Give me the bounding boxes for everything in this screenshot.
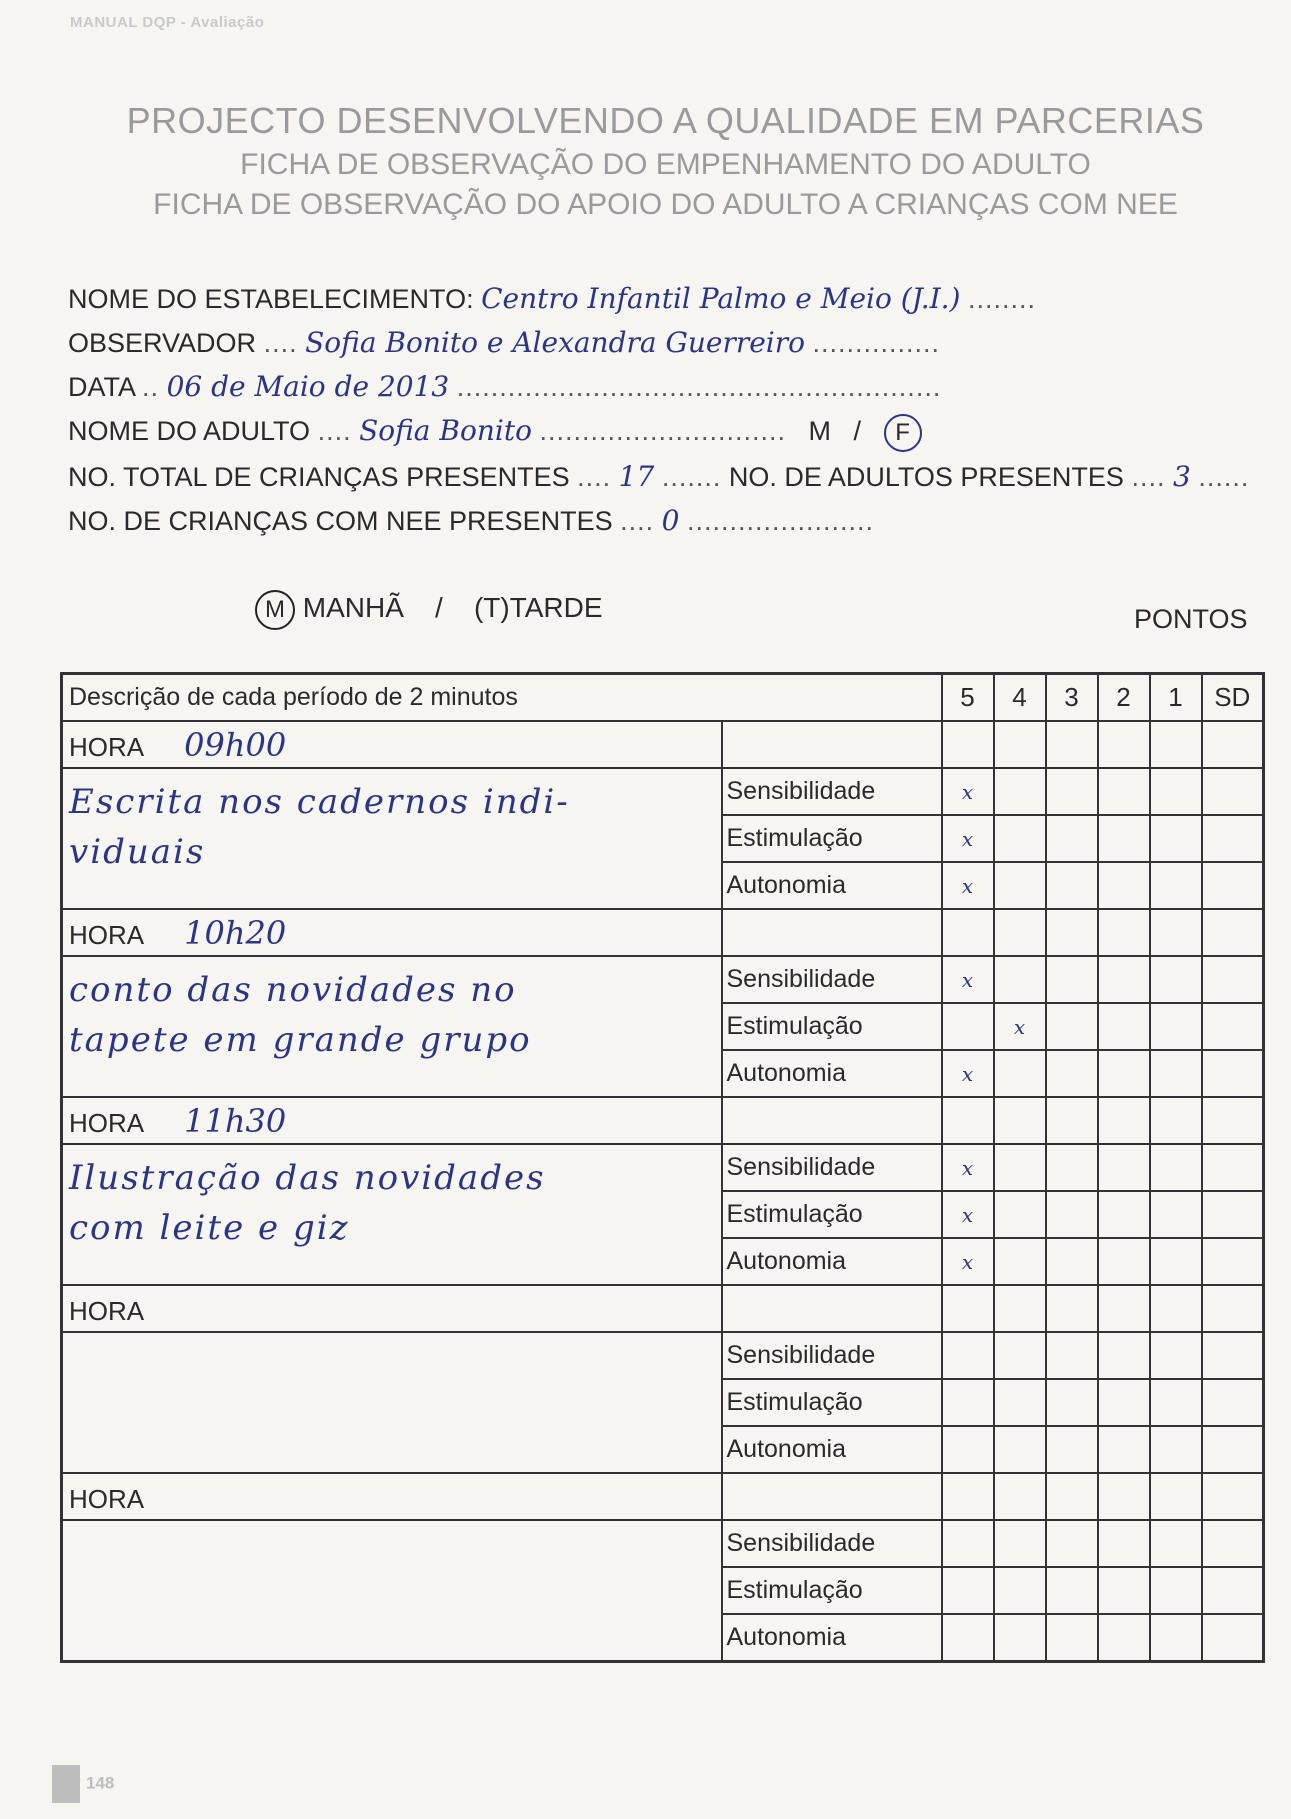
- score-cell[interactable]: [942, 1520, 994, 1567]
- score-cell[interactable]: [1046, 1238, 1098, 1285]
- score-checkmark: x: [961, 1156, 974, 1180]
- nee-field: NO. DE CRIANÇAS COM NEE PRESENTES .... 0 ......................: [68, 504, 875, 537]
- activity-description-line: tapete em grande grupo: [69, 1020, 532, 1060]
- score-cell[interactable]: [994, 1238, 1046, 1285]
- activity-description-line: Escrita nos cadernos indi-: [69, 782, 570, 822]
- activity-description-cell[interactable]: [62, 1144, 722, 1285]
- score-cell[interactable]: [1150, 1144, 1202, 1191]
- hora-cell: [62, 1473, 722, 1520]
- activity-description-cell[interactable]: [62, 768, 722, 909]
- score-header: 3: [1046, 674, 1098, 722]
- period-hora-row: [62, 1473, 1264, 1520]
- category-label: Sensibilidade: [722, 1332, 942, 1379]
- children-label: NO. TOTAL DE CRIANÇAS PRESENTES: [68, 462, 570, 492]
- score-cell[interactable]: [1098, 1379, 1150, 1426]
- score-cell[interactable]: [1046, 1191, 1098, 1238]
- score-cell[interactable]: [1150, 1238, 1202, 1285]
- sex-f-option-circled[interactable]: F: [884, 414, 922, 452]
- score-cell[interactable]: [942, 768, 994, 815]
- score-cell[interactable]: [1098, 1097, 1150, 1144]
- category-label: Estimulação: [722, 1567, 942, 1614]
- score-cell[interactable]: [1046, 1144, 1098, 1191]
- score-cell[interactable]: [1150, 1379, 1202, 1426]
- score-cell[interactable]: [1150, 1285, 1202, 1332]
- shift-selector: [255, 590, 603, 630]
- score-cell[interactable]: [942, 1567, 994, 1614]
- category-row: [62, 956, 1264, 1003]
- observer-label: OBSERVADOR: [68, 328, 257, 358]
- observer-value[interactable]: Sofia Bonito e Alexandra Guerreiro: [305, 326, 805, 359]
- score-cell[interactable]: [994, 1379, 1046, 1426]
- score-cell[interactable]: [1150, 721, 1202, 768]
- score-cell[interactable]: [1202, 1003, 1264, 1050]
- hora-time-value[interactable]: 09h00: [184, 725, 287, 764]
- score-cell[interactable]: [1202, 768, 1264, 815]
- score-cell[interactable]: [994, 1426, 1046, 1473]
- score-cell[interactable]: [1046, 768, 1098, 815]
- adults-value[interactable]: 3: [1173, 460, 1191, 493]
- score-cell[interactable]: [1098, 1191, 1150, 1238]
- score-cell[interactable]: [942, 1473, 994, 1520]
- score-cell[interactable]: [942, 909, 994, 956]
- activity-description-cell[interactable]: [62, 1520, 722, 1662]
- score-cell[interactable]: [1098, 1285, 1150, 1332]
- form-subtitle-1: FICHA DE OBSERVAÇÃO DO EMPENHAMENTO DO ADULTO: [240, 148, 1091, 181]
- page-number-text: 148: [86, 1773, 115, 1793]
- score-cell[interactable]: [1202, 1567, 1264, 1614]
- page-number: [52, 1765, 114, 1803]
- score-cell[interactable]: [1098, 721, 1150, 768]
- score-cell[interactable]: [1150, 1520, 1202, 1567]
- score-cell[interactable]: [942, 1191, 994, 1238]
- score-cell[interactable]: [994, 1285, 1046, 1332]
- score-cell[interactable]: [1150, 956, 1202, 1003]
- adult-value[interactable]: Sofia Bonito: [359, 414, 532, 447]
- children-field: NO. TOTAL DE CRIANÇAS PRESENTES .... 17 ....... NO. DE ADULTOS PRESENTES .... 3 ......: [68, 460, 1250, 493]
- hora-cell: [62, 909, 722, 956]
- score-cell[interactable]: [1046, 1050, 1098, 1097]
- score-cell[interactable]: [1202, 956, 1264, 1003]
- score-header: 1: [1150, 674, 1202, 722]
- score-header: SD: [1202, 674, 1264, 722]
- score-cell[interactable]: [1202, 1097, 1264, 1144]
- score-cell[interactable]: [1046, 1003, 1098, 1050]
- hora-label: HORA: [69, 1295, 145, 1326]
- score-cell[interactable]: [1098, 956, 1150, 1003]
- form-title: PROJECTO DESENVOLVENDO A QUALIDADE EM PARCERIAS: [126, 100, 1205, 141]
- score-cell[interactable]: [994, 1614, 1046, 1662]
- score-cell[interactable]: [1202, 1050, 1264, 1097]
- period-hora-row: [62, 909, 1264, 956]
- score-cell[interactable]: [1202, 1191, 1264, 1238]
- score-cell[interactable]: [1098, 909, 1150, 956]
- category-label: Sensibilidade: [722, 1144, 942, 1191]
- hora-time-value[interactable]: 11h30: [184, 1101, 287, 1140]
- morning-option-circled[interactable]: M: [255, 590, 295, 630]
- score-cell[interactable]: [1046, 1614, 1098, 1662]
- hora-label: HORA: [69, 919, 145, 950]
- category-label: Autonomia: [722, 1426, 942, 1473]
- nee-label: NO. DE CRIANÇAS COM NEE PRESENTES: [68, 506, 613, 536]
- score-cell[interactable]: [994, 1003, 1046, 1050]
- score-cell[interactable]: [1046, 1097, 1098, 1144]
- score-cell[interactable]: [1046, 1426, 1098, 1473]
- score-checkmark: x: [1013, 1015, 1026, 1039]
- score-cell[interactable]: [1046, 1332, 1098, 1379]
- score-checkmark: x: [961, 1250, 974, 1274]
- running-head: MANUAL DQP - Avaliação: [70, 14, 265, 31]
- children-value[interactable]: 17: [618, 460, 655, 493]
- score-cell[interactable]: [1046, 1473, 1098, 1520]
- score-cell[interactable]: [1202, 1144, 1264, 1191]
- table-header-row: [62, 674, 1264, 722]
- activity-description-cell[interactable]: [62, 956, 722, 1097]
- date-value[interactable]: 06 de Maio de 2013: [166, 370, 450, 403]
- category-label: Autonomia: [722, 1050, 942, 1097]
- score-cell[interactable]: [1046, 956, 1098, 1003]
- score-cell[interactable]: [1150, 768, 1202, 815]
- establishment-label: NOME DO ESTABELECIMENTO:: [68, 284, 474, 314]
- category-label: Estimulação: [722, 1379, 942, 1426]
- category-label: Sensibilidade: [722, 956, 942, 1003]
- morning-label: MANHÃ: [302, 592, 404, 623]
- score-cell[interactable]: [1150, 1567, 1202, 1614]
- form-titles: [0, 100, 1291, 222]
- score-cell[interactable]: [942, 721, 994, 768]
- score-cell[interactable]: [1046, 1285, 1098, 1332]
- form-subtitle-2: FICHA DE OBSERVAÇÃO DO APOIO DO ADULTO A CRIANÇAS COM NEE: [153, 188, 1178, 221]
- score-cell[interactable]: [1202, 1520, 1264, 1567]
- score-cell[interactable]: [1098, 1050, 1150, 1097]
- score-cell[interactable]: [994, 1473, 1046, 1520]
- score-cell[interactable]: [942, 1050, 994, 1097]
- category-label: Estimulação: [722, 1191, 942, 1238]
- category-label: Autonomia: [722, 1614, 942, 1662]
- score-cell[interactable]: [942, 862, 994, 909]
- score-cell[interactable]: [994, 909, 1046, 956]
- score-header: 5: [942, 674, 994, 722]
- score-cell[interactable]: [942, 1426, 994, 1473]
- hora-label: HORA: [69, 1483, 145, 1514]
- nee-value[interactable]: 0: [661, 504, 680, 537]
- score-cell[interactable]: [942, 956, 994, 1003]
- sex-separator: /: [853, 416, 862, 446]
- score-cell[interactable]: [1202, 1379, 1264, 1426]
- score-checkmark: x: [961, 874, 974, 898]
- score-cell[interactable]: [1150, 1050, 1202, 1097]
- observation-table: [60, 672, 1265, 1663]
- hora-time-value[interactable]: 10h20: [184, 913, 287, 952]
- score-cell[interactable]: [1150, 862, 1202, 909]
- establishment-field: NOME DO ESTABELECIMENTO: Centro Infantil Palmo e Meio (J.I.) ........: [68, 282, 1037, 315]
- page-marker: [52, 1765, 80, 1803]
- hora-cell: [62, 721, 722, 768]
- activity-description-line: Ilustração das novidades: [69, 1158, 546, 1198]
- shift-separator: /: [435, 592, 443, 623]
- score-header: 2: [1098, 674, 1150, 722]
- score-cell[interactable]: [994, 768, 1046, 815]
- score-cell[interactable]: [1150, 1191, 1202, 1238]
- score-cell[interactable]: [994, 1144, 1046, 1191]
- score-cell[interactable]: [1046, 1567, 1098, 1614]
- blank-cell: [722, 1473, 942, 1520]
- score-cell[interactable]: [1202, 1426, 1264, 1473]
- activity-description-line: viduais: [69, 832, 206, 872]
- score-cell[interactable]: [1202, 1473, 1264, 1520]
- score-cell[interactable]: [1202, 909, 1264, 956]
- afternoon-option[interactable]: (T)TARDE: [473, 592, 603, 623]
- category-label: Autonomia: [722, 862, 942, 909]
- hora-cell: [62, 1285, 722, 1332]
- score-cell[interactable]: [1098, 1520, 1150, 1567]
- score-cell[interactable]: [994, 721, 1046, 768]
- score-cell[interactable]: [994, 1567, 1046, 1614]
- score-cell[interactable]: [1202, 1614, 1264, 1662]
- score-cell[interactable]: [1098, 862, 1150, 909]
- score-cell[interactable]: [1098, 1003, 1150, 1050]
- blank-cell: [722, 909, 942, 956]
- score-cell[interactable]: [994, 1191, 1046, 1238]
- score-cell[interactable]: [1150, 909, 1202, 956]
- points-label: PONTOS: [1134, 604, 1248, 634]
- category-label: Sensibilidade: [722, 768, 942, 815]
- establishment-value[interactable]: Centro Infantil Palmo e Meio (J.I.): [481, 282, 961, 315]
- sex-m-option[interactable]: M: [808, 416, 832, 446]
- score-cell[interactable]: [1150, 1332, 1202, 1379]
- score-checkmark: x: [961, 827, 974, 851]
- category-row: [62, 768, 1264, 815]
- activity-description-cell[interactable]: [62, 1332, 722, 1473]
- date-field: DATA .. 06 de Maio de 2013 .........................................................: [68, 370, 942, 403]
- score-cell[interactable]: [1150, 815, 1202, 862]
- score-cell[interactable]: [1098, 1567, 1150, 1614]
- score-cell[interactable]: [1150, 1473, 1202, 1520]
- score-cell[interactable]: [1046, 721, 1098, 768]
- score-cell[interactable]: [994, 815, 1046, 862]
- category-label: Autonomia: [722, 1238, 942, 1285]
- category-row: [62, 1332, 1264, 1379]
- score-cell[interactable]: [1098, 768, 1150, 815]
- score-checkmark: x: [961, 1062, 974, 1086]
- adult-label: NOME DO ADULTO: [68, 416, 311, 446]
- score-cell[interactable]: [1150, 1003, 1202, 1050]
- score-cell[interactable]: [994, 1520, 1046, 1567]
- score-cell[interactable]: [994, 1332, 1046, 1379]
- category-row: [62, 1144, 1264, 1191]
- activity-description-line: com leite e giz: [69, 1208, 350, 1248]
- period-hora-row: [62, 1285, 1264, 1332]
- category-label: Estimulação: [722, 1003, 942, 1050]
- score-header: 4: [994, 674, 1046, 722]
- score-cell[interactable]: [994, 1097, 1046, 1144]
- score-checkmark: x: [961, 968, 974, 992]
- hora-cell: [62, 1097, 722, 1144]
- score-cell[interactable]: [1046, 1379, 1098, 1426]
- blank-cell: [722, 1285, 942, 1332]
- score-cell[interactable]: [994, 1050, 1046, 1097]
- category-row: [62, 1520, 1264, 1567]
- hora-label: HORA: [69, 731, 145, 762]
- category-label: Estimulação: [722, 815, 942, 862]
- hora-label: HORA: [69, 1107, 145, 1138]
- score-cell[interactable]: [1202, 862, 1264, 909]
- score-cell[interactable]: [1202, 1285, 1264, 1332]
- score-cell[interactable]: [1046, 1520, 1098, 1567]
- category-label: Sensibilidade: [722, 1520, 942, 1567]
- score-checkmark: x: [961, 1203, 974, 1227]
- score-cell[interactable]: [1202, 721, 1264, 768]
- score-cell[interactable]: [1202, 1238, 1264, 1285]
- score-cell[interactable]: [942, 1379, 994, 1426]
- score-checkmark: x: [961, 780, 974, 804]
- score-cell[interactable]: [1098, 1473, 1150, 1520]
- score-cell[interactable]: [1098, 815, 1150, 862]
- score-cell[interactable]: [942, 1614, 994, 1662]
- score-cell[interactable]: [942, 815, 994, 862]
- score-cell[interactable]: [942, 1285, 994, 1332]
- description-header: Descrição de cada período de 2 minutos: [62, 674, 942, 722]
- score-cell[interactable]: [1150, 1614, 1202, 1662]
- score-cell[interactable]: [942, 1238, 994, 1285]
- score-cell[interactable]: [1098, 1144, 1150, 1191]
- score-cell[interactable]: [1046, 909, 1098, 956]
- score-cell[interactable]: [1098, 1238, 1150, 1285]
- score-cell[interactable]: [1098, 1332, 1150, 1379]
- blank-cell: [722, 721, 942, 768]
- score-cell[interactable]: [994, 862, 1046, 909]
- date-label: DATA: [68, 372, 135, 402]
- score-cell[interactable]: [1150, 1097, 1202, 1144]
- observer-field: OBSERVADOR .... Sofia Bonito e Alexandra Guerreiro ...............: [68, 326, 941, 359]
- score-cell[interactable]: [1098, 1614, 1150, 1662]
- score-cell[interactable]: [1046, 815, 1098, 862]
- score-cell[interactable]: [942, 1097, 994, 1144]
- score-cell[interactable]: [942, 1332, 994, 1379]
- adults-label: NO. DE ADULTOS PRESENTES: [728, 462, 1124, 492]
- score-cell[interactable]: [1202, 1332, 1264, 1379]
- score-cell[interactable]: [1150, 1426, 1202, 1473]
- score-cell[interactable]: [994, 956, 1046, 1003]
- activity-description-line: conto das novidades no: [69, 970, 517, 1010]
- score-cell[interactable]: [942, 1144, 994, 1191]
- period-hora-row: [62, 1097, 1264, 1144]
- score-cell[interactable]: [1098, 1426, 1150, 1473]
- adult-field: NOME DO ADULTO .... Sofia Bonito ............................. M / F: [68, 414, 922, 452]
- period-hora-row: [62, 721, 1264, 768]
- score-cell[interactable]: [1202, 815, 1264, 862]
- score-cell[interactable]: [1046, 862, 1098, 909]
- blank-cell: [722, 1097, 942, 1144]
- score-cell[interactable]: [942, 1003, 994, 1050]
